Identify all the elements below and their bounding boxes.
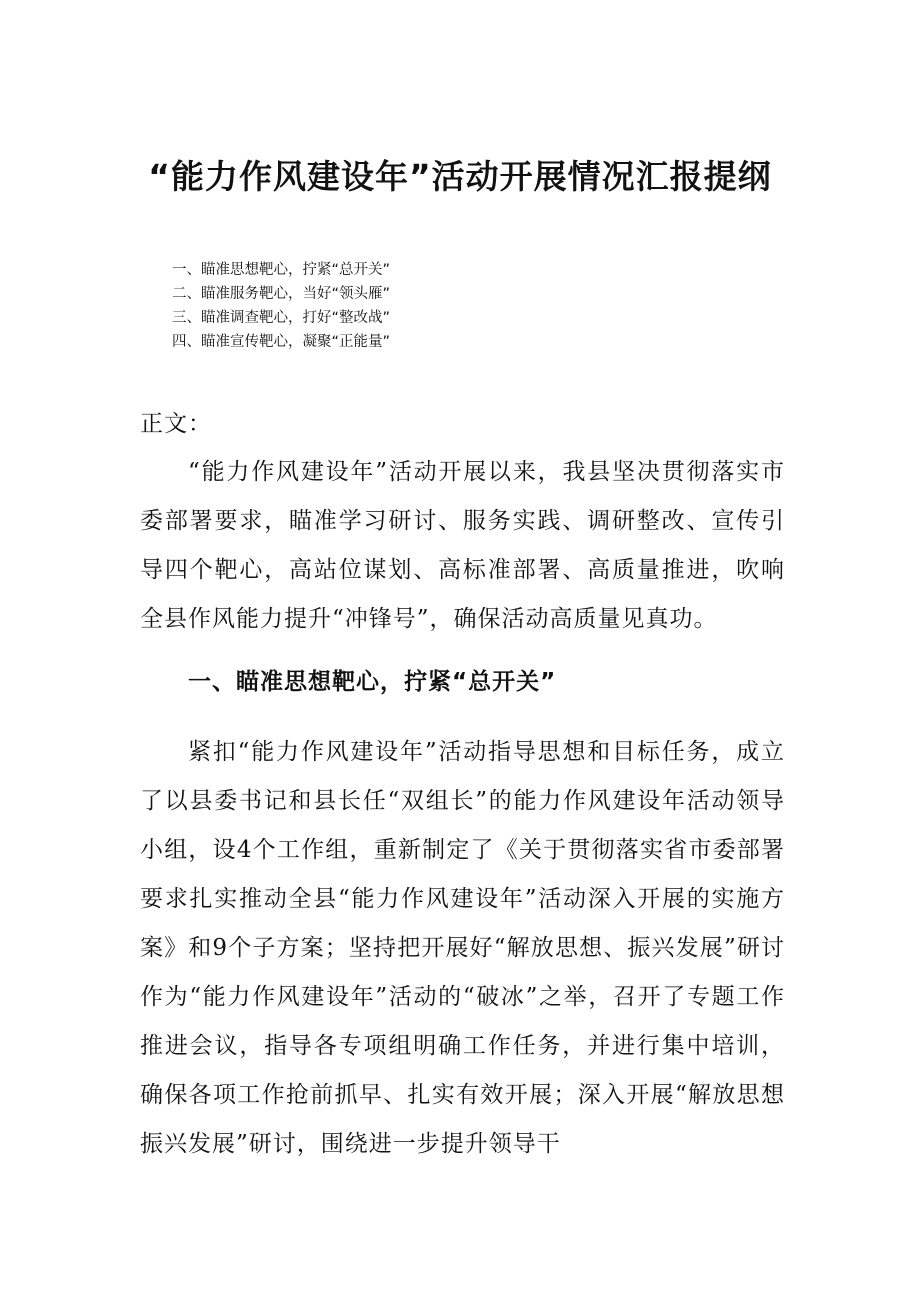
- outline-item: 三、瞄准调查靶心，打好“整改战”: [172, 310, 391, 326]
- outline-item: 一、瞄准思想靶心，拧紧“总开关”: [172, 262, 391, 278]
- section-paragraph: 紧扣“能力作风建设年”活动指导思想和目标任务，成立了以县委书记和县长任“双组长”的能力作风建设年活动领导小组，设4个工作组，重新制定了《关于贯彻落实省市委部署要求扎实推动全县“能力作风建设年”活动深入开展的实施方案》和9个子方案；坚持把开展好“解放思想、振兴发展”研讨作为“能力作风建设年”活动的“破冰”之举，召开了专题工作推进会议，指导各专项组明确工作任务，并进行集中培训，确保各项工作抢前抓早、扎实有效开展；深入开展“解放思想 振兴发展”研讨，围绕进一步提升领导干: [140, 739, 785, 1157]
- body-label: 正文：: [140, 411, 212, 437]
- section-heading: 一、瞄准思想靶心，拧紧“总开关”: [188, 669, 557, 695]
- outline-list: [172, 258, 672, 354]
- intro-paragraph: “能力作风建设年”活动开展以来，我县坚决贯彻落实市委部署要求，瞄准学习研讨、服务实践、调研整改、宣传引导四个靶心，高站位谋划、高标准部署、高质量推进，吹响全县作风能力提升“冲锋号”，确保活动高质量见真功。: [140, 459, 785, 632]
- document-title: “能力作风建设年”活动开展情况汇报提纲: [148, 157, 772, 196]
- outline-item: 二、瞄准服务靶心，当好“领头雁”: [172, 286, 391, 302]
- outline-item: 四、瞄准宣传靶心，凝聚“正能量”: [172, 334, 391, 350]
